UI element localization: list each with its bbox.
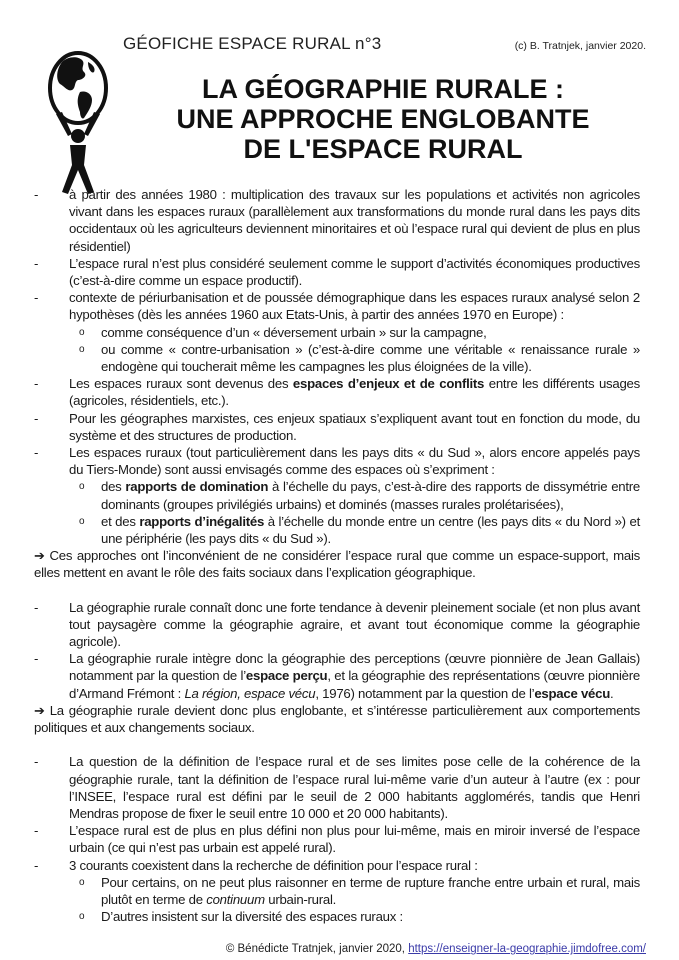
circle-marker: o	[79, 343, 85, 355]
list-item: - La géographie rurale intègre donc la géographie des perceptions (œuvre pionnière de Jean Gallais) notamment par la question de l’espace perçu, et la géographie des représentations (œuvre pionnière d’Armand Frémont : La région, espace vécu, 1976) notamment par la question de l’espace vécu.	[34, 651, 640, 701]
dash-marker: -	[34, 255, 39, 271]
footer-credit: © Bénédicte Tratnjek, janvier 2020, https://enseigner-la-geographie.jimdofree.com/	[225, 943, 646, 956]
list-item: - contexte de périurbanisation et de poussée démographique dans les espaces ruraux analysé selon 2 hypothèses (dès les années 1960 aux Etats-Unis, à partir des années 1970 en Europe) :	[34, 290, 640, 323]
atlas-globe-icon	[42, 50, 114, 200]
website-link[interactable]: https://enseigner-la-geographie.jimdofree.com/	[408, 943, 646, 956]
dash-marker: -	[34, 651, 39, 667]
list-item: - Pour les géographes marxistes, ces enjeux spatiaux s’expliquent avant tout en fonction du mode, du système et des structures de production.	[34, 410, 640, 443]
list-item: - 3 courants coexistent dans la recherche de définition pour l’espace rural :	[34, 857, 478, 873]
dash-marker: -	[34, 823, 39, 839]
dash-marker: -	[34, 290, 39, 306]
conclusion-paragraph: ➔ La géographie rurale devient donc plus englobante, et s’intéresse particulièrement aux comportements politiques et aux changements sociaux.	[34, 702, 640, 736]
circle-marker: o	[79, 911, 85, 923]
dash-marker: -	[34, 754, 39, 770]
copyright-top: (c) B. Tratnjek, janvier 2020.	[514, 40, 646, 52]
page-title	[120, 74, 646, 164]
list-item: - Les espaces ruraux (tout particulièrement dans les pays dits « du Sud », alors encore appelés pays du Tiers-Monde) sont aussi envisagés comme des espaces où s’expriment :	[34, 445, 640, 478]
sub-list-item: o D’autres insistent sur la diversité des espaces ruraux :	[79, 909, 403, 925]
list-item: - L’espace rural est de plus en plus défini non plus pour lui-même, mais en miroir inversé de l’espace urbain (ce qui n’est pas urbain est appelé rural).	[34, 823, 640, 856]
list-item: - L’espace rural n’est plus considéré seulement comme le support d’activités économiques productives (c’est-à-dire comme un espace productif).	[34, 255, 640, 289]
document-body	[34, 186, 640, 925]
conclusion-paragraph: ➔ Ces approches ont l’inconvénient de ne considérer l’espace rural que comme un espace-support, mais elles mettent en avant le rôle des faits sociaux dans l’explication géographique.	[34, 548, 640, 581]
dash-marker: -	[34, 187, 39, 202]
circle-marker: o	[79, 481, 85, 493]
title-block	[0, 56, 679, 200]
list-item: - à partir des années 1980 : multiplication des travaux sur les populations et activités non agricoles vivant dans les espaces ruraux (parallèlement aux transformations du monde rural dans les pays dits occidentaux où les agriculteurs deviennent minoritaires et où l’espace rural qui devient de plus en plus résidentiel)	[34, 187, 640, 254]
arrow-icon: ➔	[34, 548, 45, 564]
dash-marker: -	[34, 857, 39, 873]
dash-marker: -	[34, 599, 39, 615]
list-item: - La géographie rurale connaît donc une forte tendance à devenir pleinement sociale (et non plus avant tout paysagère comme la géographie agraire, et avant tout économique comme la géographie agricole).	[34, 599, 640, 650]
list-item: - La question de la définition de l’espace rural et de ses limites pose celle de la cohérence de la géographie rurale, tant la définition de l’espace rural lui-même varie d’un auteur à l’autre (ex : pour l’INSEE, l’espace rural est défini par le seuil de 2 000 habitants agglomérés, tandis que Henri Mendras propose de fixer le seuil entre 10 000 et 20 000 habitants).	[34, 754, 640, 821]
list-item: - Les espaces ruraux sont devenus des espaces d’enjeux et de conflits entre les différents usages (agricoles, résidentiels, etc.).	[34, 376, 640, 409]
sub-list-item: o comme conséquence d’un « déversement urbain » sur la campagne,	[79, 324, 487, 340]
sub-list-item: o ou comme « contre-urbanisation » (c’est-à-dire comme une véritable « renaissance rurale » endogène qui toucherait même les campagnes les plus éloignées de la ville).	[79, 341, 640, 375]
title-line-3: DE L'ESPACE RURAL	[243, 134, 523, 164]
header-row	[0, 0, 679, 54]
circle-marker: o	[79, 876, 85, 888]
title-line-1: LA GÉOGRAPHIE RURALE :	[201, 74, 564, 104]
sub-list-item: o Pour certains, on ne peut plus raisonner en terme de rupture franche entre urbain et rural, mais plutôt en terme de continuum urbain-rural.	[79, 874, 640, 907]
sub-list-item: o des rapports de domination à l’échelle du pays, c’est-à-dire des rapports de dissymétrie entre dominants (groupes privilégiés urbains) et dominés (masses rurales prolétarisées),	[79, 479, 640, 512]
arrow-icon: ➔	[34, 702, 45, 718]
dash-marker: -	[34, 410, 39, 426]
series-label: GÉOFICHE ESPACE RURAL n°3	[123, 34, 382, 53]
title-line-2: UNE APPROCHE ENGLOBANTE	[176, 104, 590, 134]
circle-marker: o	[79, 326, 85, 338]
sub-list-item: o et des rapports d’inégalités à l’échelle du monde entre un centre (les pays dits « du Nord ») et une périphérie (les pays dits « du Sud »).	[79, 513, 640, 547]
dash-marker: -	[34, 445, 39, 461]
dash-marker: -	[34, 376, 39, 392]
circle-marker: o	[79, 515, 85, 527]
